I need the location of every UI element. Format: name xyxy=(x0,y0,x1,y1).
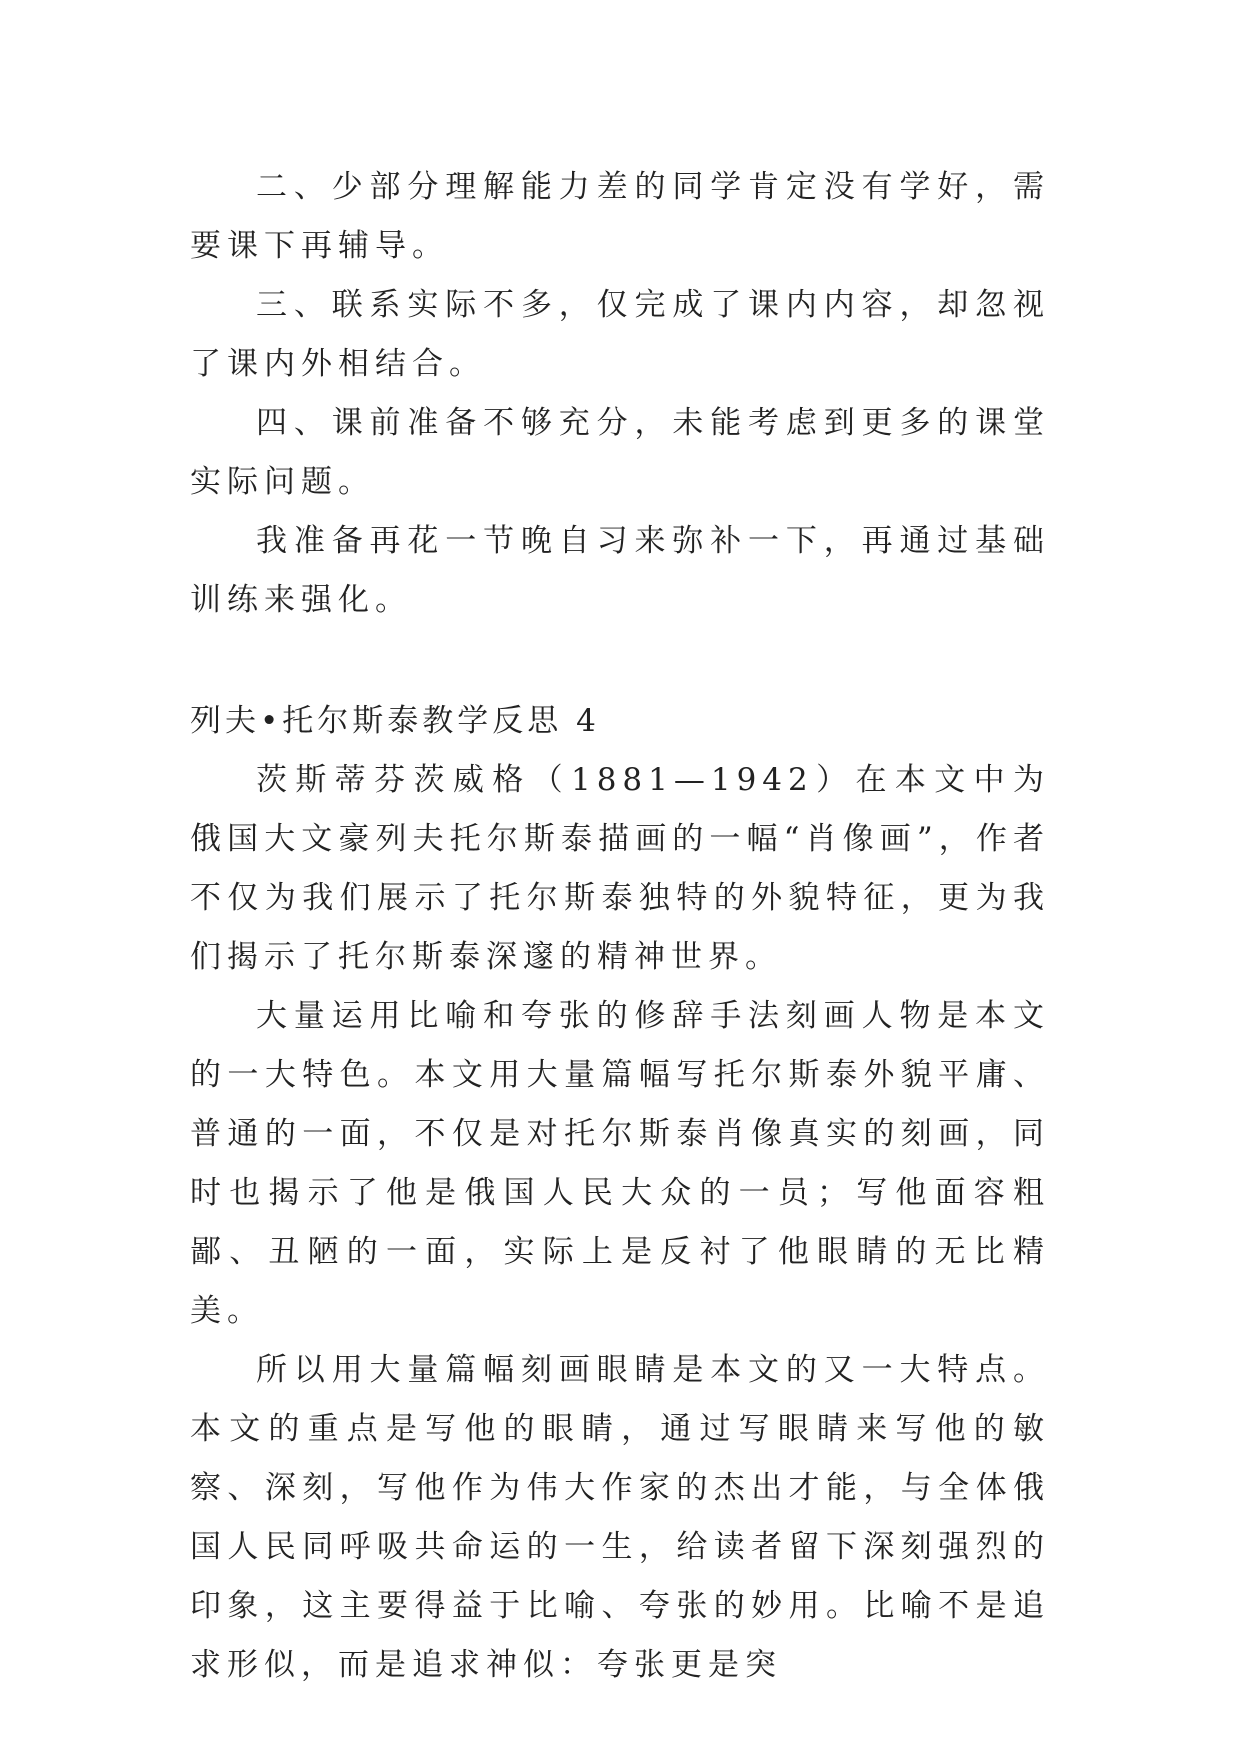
section-spacer xyxy=(190,630,1050,692)
paragraph-point-four: 四、课前准备不够充分，未能考虑到更多的课堂实际问题。 xyxy=(190,405,1050,500)
paragraph-eyes: 所以用大量篇幅刻画眼睛是本文的又一大特点。本文的重点是写他的眼睛，通过写眼睛来写他的敏察、深刻，写他作为伟大作家的杰出才能，与全体俄国人民同呼吸共命运的一生，给读者留下深刻强烈的印象，这主要得益于比喻、夸张的妙用。比喻不是追求形似，而是追求神似：夸张更是突 xyxy=(190,1352,1050,1683)
paragraph-point-two: 二、少部分理解能力差的同学肯定没有学好，需要课下再辅导。 xyxy=(190,169,1050,264)
document-body xyxy=(190,158,1050,1695)
paragraph-plan: 我准备再花一节晚自习来弥补一下，再通过基础训练来强化。 xyxy=(190,523,1050,618)
section-heading: 列夫•托尔斯泰教学反思 4 xyxy=(190,703,600,739)
paragraph-rhetoric: 大量运用比喻和夸张的修辞手法刻画人物是本文的一大特色。本文用大量篇幅写托尔斯泰外貌平庸、普通的一面，不仅是对托尔斯泰肖像真实的刻画，同时也揭示了他是俄国人民大众的一员；写他面容粗鄙、丑陋的一面，实际上是反衬了他眼睛的无比精美。 xyxy=(190,998,1050,1329)
paragraph-point-three: 三、联系实际不多，仅完成了课内内容，却忽视了课内外相结合。 xyxy=(190,287,1050,382)
paragraph-intro: 茨斯蒂芬茨威格（1881—1942）在本文中为俄国大文豪列夫托尔斯泰描画的一幅“肖像画”，作者不仅为我们展示了托尔斯泰独特的外貌特征，更为我们揭示了托尔斯泰深邃的精神世界。 xyxy=(190,762,1050,975)
